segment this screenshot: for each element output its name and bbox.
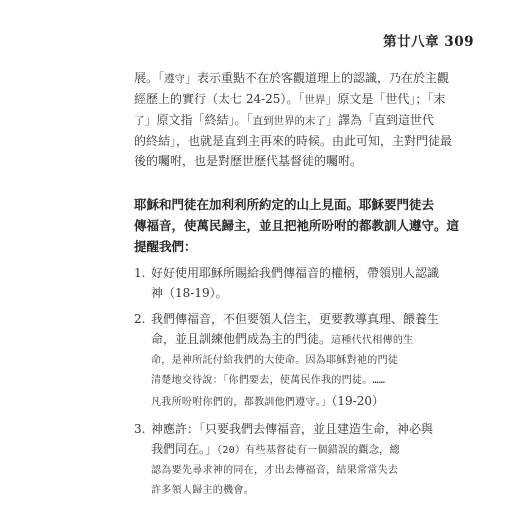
item-body: 神應許：「只要我們去傳福音，並且建造生命，神必與 我們同在。」（20）有些基督徒有一個錯誤的觀念，總 認為要先尋求神的同在，才出去傳福音，結果常常失去 許多領人歸主的機會。 [151,422,434,496]
section-lead [134,194,460,257]
intro-line: 的終結」，也就是直到主再來的時候。由此可知，主對門徒最 [134,134,453,148]
list-item [134,309,440,413]
intro-line: 了」原文指「終結」。「直到世界的末了」譯為「直到這世代 [134,113,435,127]
list-item [134,263,440,303]
intro-line: 後的囑咐，也是對歷世歷代基督徒的囑咐。 [134,154,363,168]
body-text [134,68,460,507]
list-item [134,419,434,501]
item-number: 2. [134,312,146,326]
section-lead-line: 耶穌和門徒在加利利所約定的山上見面。耶穌要門徒去 [134,197,435,212]
item-body: 我們傳福音，不但要領人信主，更要教導真理、餵養生 命，並且訓練他們成為主的門徒。這種代代相傳的生 命，是神所託付給我們的大使命。因為耶穌對祂的門徒 清楚地交待說：「你們要去，使萬民作我的門徒。…… 凡我所吩咐你們的，都教訓他們遵守。」（19-20） [151,312,440,408]
intro-line: 展。「遵守」表示重點不在於客觀道理上的認識，乃在於主觀 [134,71,450,85]
intro-line: 經歷上的實行（太七 24-25）。「世界」原文是「世代」；「末 [134,92,446,106]
section-lead-line: 傳福音，使萬民歸主，並且把祂所吩咐的都教訓人遵守。這 [134,218,460,233]
item-number: 3. [134,422,146,436]
item-body: 好好使用耶穌所賜給我們傳福音的權柄，帶領別人認識 神（18-19）。 [151,266,440,300]
item-number: 1. [134,266,146,280]
section-lead-line: 提醒我們： [134,239,197,254]
intro-paragraph [134,68,453,171]
points-list [134,263,440,501]
running-head: 第廿八章 309 [383,34,474,50]
